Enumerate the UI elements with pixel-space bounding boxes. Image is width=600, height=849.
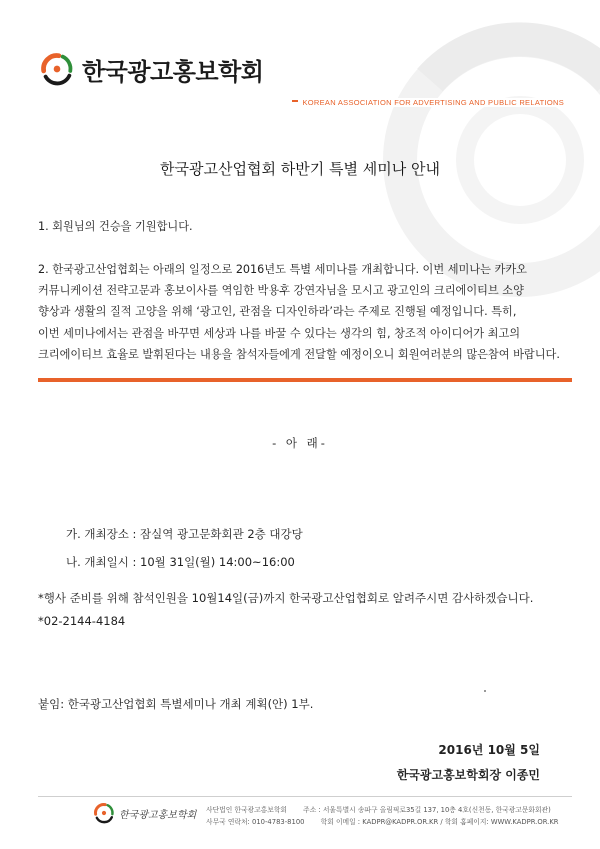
paragraph-2-line: 커뮤니케이션 전략고문과 홍보이사를 역임한 박용후 강연자님을 모시고 광고인의 크리에이티브 소양 (38, 284, 524, 298)
footer-divider (38, 796, 572, 797)
rsvp-notice (38, 587, 533, 633)
footer-logo (92, 801, 196, 825)
footer-logo-icon (92, 801, 116, 825)
footer-row-2 (206, 816, 573, 828)
paragraph-2-line: 크리에이티브 효율로 발휘된다는 내용을 참석자들에게 전달할 예정이오니 회원여러분의 많은참여 바랍니다. (38, 347, 560, 361)
society-logo-icon (38, 50, 76, 88)
footer-address: 주소 : 서울특별시 송파구 올림픽로35길 137, 10층 4호(신천동, 한국광고문화회관) (303, 806, 551, 814)
paragraph-1: 1. 회원님의 건승을 기원합니다. (38, 220, 193, 233)
society-name: 한국광고홍보학회 (82, 57, 264, 86)
footer-info (206, 804, 573, 828)
document-date: 2016년 10월 5일 (438, 743, 540, 757)
header-logo (38, 50, 263, 88)
attachment-note: 붙임: 한국광고산업협회 특별세미나 개최 계획(안) 1부. (38, 697, 314, 711)
document-title: 한국광고산업협회 하반기 특별 세미나 안내 (160, 160, 440, 178)
footer-org: 사단법인 한국광고홍보학회 (206, 806, 287, 814)
stray-dot (484, 690, 486, 692)
event-datetime: 나. 개최일시 : 10월 31일(월) 14:00~16:00 (66, 555, 295, 569)
paragraph-2-line: 향상과 생활의 질적 고양을 위해 ‘광고인, 관점을 디자인하라’라는 주제로 진행될 예정입니다. 특히, (38, 305, 517, 319)
society-english-name: KOREAN ASSOCIATION FOR ADVERTISING AND PUBLIC RELATIONS (298, 98, 564, 107)
signer: 한국광고홍보학회장 이종민 (396, 768, 540, 782)
rsvp-phone: *02-2144-4184 (38, 614, 126, 628)
footer-logo-text: 한국광고홍보학회 (119, 809, 197, 821)
footer-email: 학회 이메일 : KADPR@KADPR.OR.KR / 학회 홈페이지: WWW.KADPR.OR.KR (320, 818, 559, 826)
footer-office-contact: 사무국 연락처: 010-4783-8100 (206, 818, 305, 826)
rsvp-notice-line: *행사 준비를 위해 참석인원을 10월14일(금)까지 한국광고산업협회로 알려주시면 감사하겠습니다. (38, 591, 534, 605)
section-divider (38, 378, 572, 382)
paragraph-2-line: 2. 한국광고산업협회는 아래의 일정으로 2016년도 특별 세미나를 개최합니다. 이번 세미나는 카카오 (38, 263, 527, 276)
event-details (66, 520, 303, 576)
paragraph-2-line: 이번 세미나에서는 관점을 바꾸면 세상과 나를 바꿀 수 있다는 생각의 힘, 창조적 아이디어가 최고의 (38, 326, 521, 340)
paragraph-2 (38, 259, 572, 365)
event-venue: 가. 개최장소 : 잠실역 광고문화회관 2층 대강당 (66, 527, 303, 541)
details-heading: - 아 래- (272, 436, 328, 450)
footer-row-1 (206, 804, 573, 816)
